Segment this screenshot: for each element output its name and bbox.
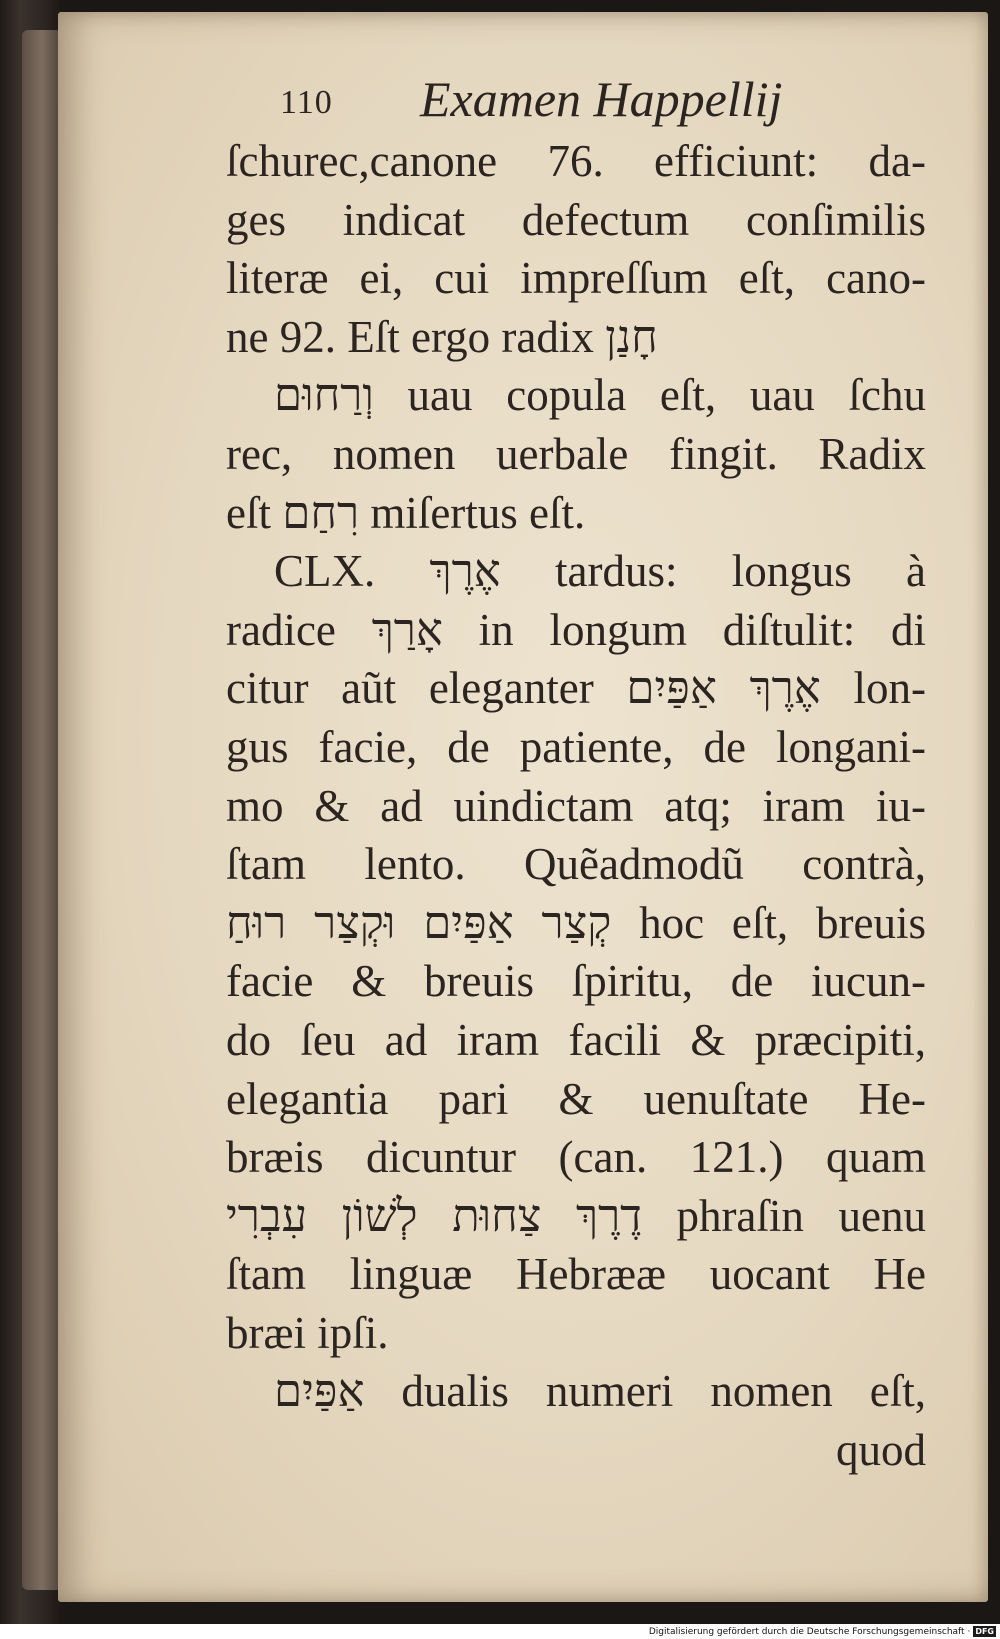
running-title: Examen Happellij [420, 71, 783, 127]
page-number: 110 [280, 84, 333, 121]
text-line-7: eſt רִחַם miſertus eſt. [226, 487, 586, 538]
dfg-logo: DFG [975, 1627, 994, 1636]
text-line-1: ſchurec,canone 76. efficiunt: da- [226, 136, 926, 186]
page-header [280, 70, 840, 140]
text-line-9: radice אָרַךְ in longum diſtulit: di [226, 604, 926, 655]
book-spine-edge [22, 30, 62, 1590]
text-line-6: rec, nomen uerbale fingit. Radix [226, 428, 926, 479]
funding-credit-text: Digitalisierung gefördert durch die Deutsche Forschungsgemeinschaft [648, 1627, 965, 1637]
text-line-17: elegantia pari & uenuſtate He- [226, 1073, 926, 1124]
body-text [226, 132, 926, 1480]
text-line-3: literæ ei, cui impreſſum eſt, cano- [226, 253, 926, 304]
funding-credit: Digitalisierung gefördert durch die Deutsche Forschungsgemeinschaft · DFG [648, 1627, 994, 1637]
text-line-20: ſtam linguæ Hebrææ uocant He [226, 1249, 926, 1300]
text-line-15: facie & breuis ſpiritu, de iucun- [226, 956, 926, 1007]
text-line-12: mo & ad uindictam atq; iram iu- [226, 780, 926, 831]
text-line-10: citur aũt eleganter אֶרֶךְ אַפַּיִם lon- [226, 663, 926, 714]
text-line-13: ſtam lento. Quẽadmodũ contrà, [226, 839, 926, 890]
text-line-18: bræis dicuntur (can. 121.) quam [226, 1132, 926, 1183]
text-line-22: אַפַּיִם dualis numeri nomen eſt, [274, 1366, 926, 1417]
catchword: quod [836, 1425, 926, 1476]
text-line-19: דֶרֶךְ צַחוּת לְשׁוֹן עִבְרִי phraſin uenu [226, 1190, 926, 1241]
text-line-16: do ſeu ad iram facili & præcipiti, [226, 1014, 926, 1065]
text-line-21: bræi ipſi. [226, 1307, 389, 1358]
text-line-2: ges indicat defectum conſimilis [226, 194, 926, 245]
text-line-4: ne 92. Eſt ergo radix חָנַן [226, 311, 658, 362]
text-line-5: וְרַחוּם uau copula eſt, uau ſchu [274, 370, 926, 421]
text-line-14: קְצַר אַפַּיִם וּקְצַר רוּחַ hoc eſt, breuis [226, 897, 926, 948]
text-line-11: gus facie, de patiente, de longani- [226, 721, 926, 772]
text-line-8: CLX. אֶרֶךְ tardus: longus à [274, 546, 926, 597]
